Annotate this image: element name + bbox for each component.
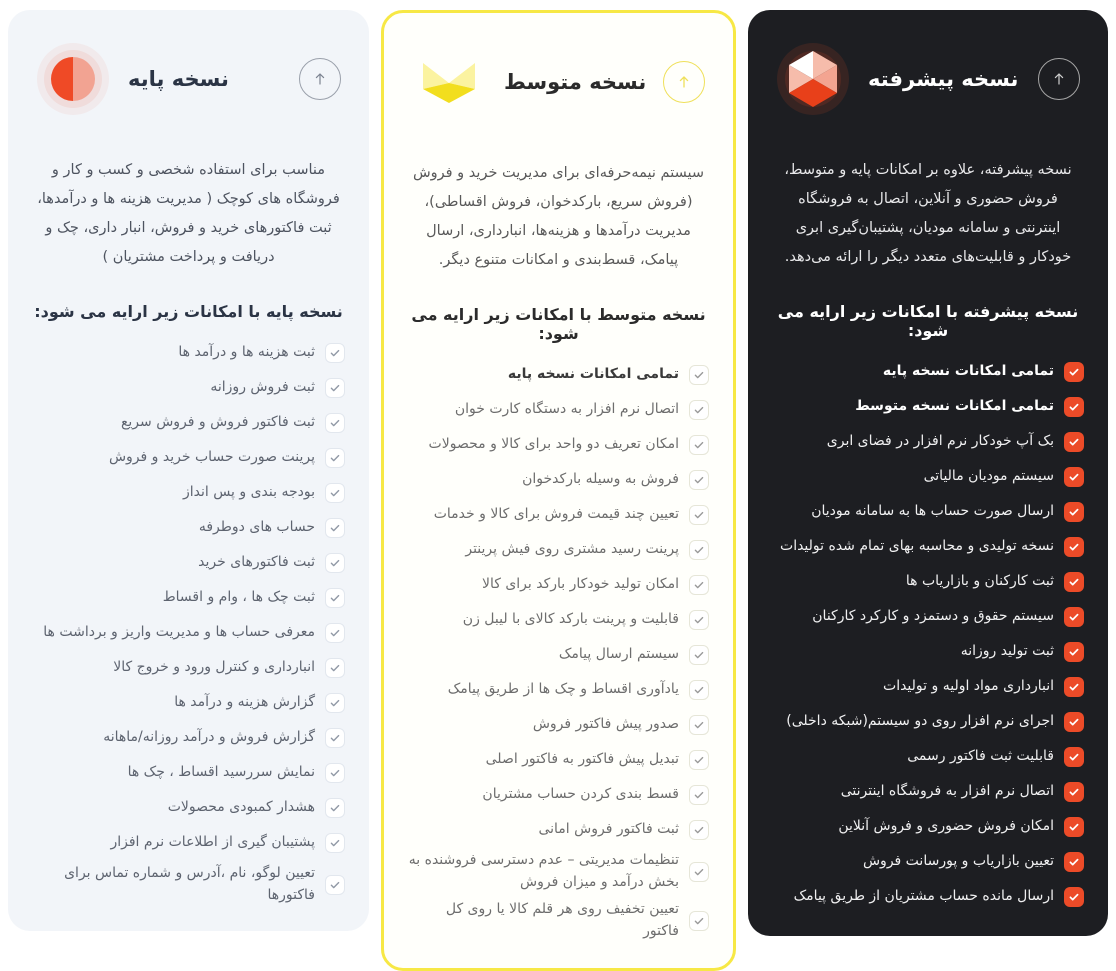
arrow-up-icon	[312, 71, 328, 87]
list-item	[770, 739, 1086, 774]
list-item	[30, 860, 347, 909]
check-icon	[325, 763, 345, 783]
check-icon	[1064, 677, 1084, 697]
list-item	[406, 567, 711, 602]
feature-label: امکان تعریف دو واحد برای کالا و محصولات	[428, 435, 679, 452]
check-icon	[689, 862, 709, 882]
pricing-card-advanced	[748, 10, 1108, 936]
card-title-medium: نسخه متوسط	[504, 70, 647, 94]
check-icon	[325, 378, 345, 398]
features-heading-basic: نسخه پایه با امکانات زیر ارایه می شود:	[34, 302, 343, 321]
card-header-advanced	[770, 36, 1086, 122]
list-item	[406, 357, 711, 392]
check-icon	[325, 483, 345, 503]
feature-label: ثبت کارکنان و بازاریاب ها	[905, 572, 1054, 589]
list-item	[30, 650, 347, 685]
list-item	[30, 825, 347, 860]
arrow-up-button[interactable]	[663, 61, 705, 103]
check-icon	[1064, 467, 1084, 487]
feature-label: ثبت هزینه ها و درآمد ها	[178, 343, 315, 360]
check-icon	[689, 540, 709, 560]
card-description-medium: سیستم نیمه‌حرفه‌ای برای مدیریت خرید و فروش (فروش سریع، بارکدخوان، فروش اقساطی)، مدیریت درآمدها و هزینه‌ها، انبارداری، ارسال پیامک، قسط‌بندی و امکانات متنوع دیگر.	[412, 165, 705, 268]
check-icon	[689, 785, 709, 805]
check-icon	[689, 365, 709, 385]
check-icon	[689, 575, 709, 595]
check-icon	[1064, 782, 1084, 802]
card-header-right-basic	[36, 42, 229, 116]
list-item	[406, 497, 711, 532]
feature-label: هشدار کمبودی محصولات	[167, 798, 315, 815]
feature-label: تنظیمات مدیریتی – عدم دسترسی فروشنده به بخش درآمد و میزان فروش	[408, 852, 679, 890]
feature-label: گزارش هزینه و درآمد ها	[174, 693, 315, 710]
check-icon	[325, 728, 345, 748]
check-icon	[325, 623, 345, 643]
list-item	[30, 335, 347, 370]
check-icon	[1064, 502, 1084, 522]
pricing-card-medium	[381, 10, 736, 971]
feature-label: تعیین چند قیمت فروش برای کالا و خدمات	[433, 505, 679, 522]
check-icon	[689, 750, 709, 770]
check-icon	[1064, 362, 1084, 382]
list-item	[770, 424, 1086, 459]
arrow-up-icon	[1051, 71, 1067, 87]
list-item	[770, 564, 1086, 599]
feature-label: پرینت صورت حساب خرید و فروش	[108, 448, 315, 465]
list-item	[770, 494, 1086, 529]
feature-label: اتصال نرم افزار به فروشگاه اینترنتی	[840, 782, 1054, 799]
list-item	[30, 685, 347, 720]
feature-label: ثبت فاکتورهای خرید	[198, 553, 315, 570]
feature-label: بودجه بندی و پس انداز	[182, 483, 315, 500]
feature-label: تمامی امکانات نسخه پایه	[882, 362, 1054, 379]
list-item	[406, 777, 711, 812]
list-item	[30, 370, 347, 405]
list-item	[770, 669, 1086, 704]
list-item	[406, 392, 711, 427]
feature-label: امکان تولید خودکار بارکد برای کالا	[481, 575, 679, 592]
check-icon	[689, 645, 709, 665]
feature-label: گزارش فروش و درآمد روزانه/ماهانه	[103, 728, 315, 745]
check-icon	[689, 400, 709, 420]
check-icon	[689, 820, 709, 840]
feature-list-medium	[406, 357, 711, 946]
yellow-chevron-icon	[412, 45, 486, 119]
list-item	[406, 672, 711, 707]
arrow-up-button[interactable]	[1038, 58, 1080, 100]
check-icon	[1064, 747, 1084, 767]
list-item	[30, 755, 347, 790]
check-icon	[325, 693, 345, 713]
feature-label: ثبت فروش روزانه	[210, 378, 315, 395]
feature-label: نمایش سررسید اقساط ، چک ها	[127, 763, 315, 780]
list-item	[406, 896, 711, 945]
features-heading-advanced: نسخه پیشرفته با امکانات زیر ارایه می شود:	[777, 302, 1079, 340]
feature-label: تمامی امکانات نسخه متوسط	[855, 397, 1054, 414]
list-item	[770, 599, 1086, 634]
feature-label: حساب های دوطرفه	[198, 518, 315, 535]
check-icon	[689, 435, 709, 455]
check-icon	[325, 798, 345, 818]
feature-label: سیستم ارسال پیامک	[558, 645, 679, 662]
feature-label: تعیین تخفیف روی هر قلم کالا یا روی کل فاکتور	[445, 901, 679, 940]
list-item	[30, 545, 347, 580]
list-item	[406, 462, 711, 497]
check-icon	[325, 875, 345, 895]
feature-label: اتصال نرم افزار به دستگاه کارت خوان	[454, 400, 679, 417]
card-header-basic	[30, 36, 347, 122]
check-icon	[325, 343, 345, 363]
list-item	[30, 405, 347, 440]
check-icon	[325, 518, 345, 538]
check-icon	[1064, 852, 1084, 872]
check-icon	[325, 658, 345, 678]
check-icon	[1064, 817, 1084, 837]
check-icon	[1064, 642, 1084, 662]
feature-label: تبدیل پیش فاکتور به فاکتور اصلی	[485, 750, 679, 767]
check-icon	[325, 588, 345, 608]
feature-label: بک آپ خودکار نرم افزار در فضای ابری	[826, 432, 1054, 449]
list-item	[30, 790, 347, 825]
list-item	[30, 580, 347, 615]
card-title-advanced: نسخه پیشرفته	[868, 67, 1019, 91]
list-item	[770, 774, 1086, 809]
feature-label: ارسال مانده حساب مشتریان از طریق پیامک	[793, 887, 1054, 904]
card-header-right-medium	[412, 45, 646, 119]
list-item	[406, 602, 711, 637]
check-icon	[1064, 537, 1084, 557]
check-icon	[325, 413, 345, 433]
list-item	[770, 809, 1086, 844]
feature-label: تعیین لوگو، نام ،آدرس و شماره تماس برای فاکتورها	[64, 865, 315, 903]
hexagon-cube-icon	[776, 42, 850, 116]
card-header-right-advanced	[776, 42, 1018, 116]
feature-label: ثبت فاکتور فروش امانی	[538, 820, 679, 837]
feature-label: ثبت فاکتور فروش و فروش سریع	[120, 413, 315, 430]
check-icon	[1064, 712, 1084, 732]
check-icon	[689, 715, 709, 735]
list-item	[30, 440, 347, 475]
feature-label: سیستم حقوق و دستمزد و کارکرد کارکنان	[812, 607, 1054, 624]
list-item	[770, 634, 1086, 669]
split-circle-icon	[36, 42, 110, 116]
feature-label: ثبت چک ها ، وام و اقساط	[162, 588, 315, 605]
check-icon	[689, 610, 709, 630]
list-item	[770, 844, 1086, 879]
list-item	[406, 812, 711, 847]
list-item	[770, 879, 1086, 914]
feature-label: پرینت رسید مشتری روی فیش پرینتر	[465, 540, 679, 557]
list-item	[770, 354, 1086, 389]
feature-label: نسخه تولیدی و محاسبه بهای تمام شده تولیدات	[780, 537, 1054, 554]
feature-label: ارسال صورت حساب ها به سامانه مودیان	[811, 502, 1054, 519]
feature-label: امکان فروش حضوری و فروش آنلاین	[838, 817, 1054, 834]
feature-label: فروش به وسیله بارکدخوان	[522, 470, 679, 487]
feature-label: انبارداری مواد اولیه و تولیدات	[883, 677, 1054, 694]
feature-label: قابلیت و پرینت بارکد کالای با لیبل زن	[462, 610, 679, 627]
feature-label: صدور پیش فاکتور فروش	[532, 715, 679, 732]
card-description-advanced: نسخه پیشرفته، علاوه بر امکانات پایه و متوسط، فروش حضوری و آنلاین، اتصال به فروشگاه اینترنتی و سامانه مودیان، پشتیبان‌گیری ابری خودکار و قابلیت‌های متعدد دیگر را ارائه می‌دهد.	[784, 162, 1072, 265]
list-item	[770, 459, 1086, 494]
list-item	[30, 615, 347, 650]
arrow-up-button[interactable]	[299, 58, 341, 100]
list-item	[770, 389, 1086, 424]
feature-label: یادآوری اقساط و چک ها از طریق پیامک	[447, 680, 679, 697]
check-icon	[689, 911, 709, 931]
card-header-medium	[406, 39, 711, 125]
list-item	[770, 704, 1086, 739]
list-item	[406, 847, 711, 896]
list-item	[406, 707, 711, 742]
card-description-basic: مناسب برای استفاده شخصی و کسب و کار و فروشگاه های کوچک ( مدیریت هزینه ها و درآمدها، ثبت فاکتورهای خرید و فروش، انبار داری، چک و دریافت و پرداخت مشتریان )	[37, 162, 340, 265]
feature-label: تمامی امکانات نسخه پایه	[507, 365, 679, 382]
card-title-basic: نسخه پایه	[128, 67, 229, 91]
list-item	[406, 427, 711, 462]
check-icon	[1064, 887, 1084, 907]
feature-label: انبارداری و کنترل ورود و خروج کالا	[113, 658, 315, 675]
pricing-card-basic	[8, 10, 369, 931]
check-icon	[689, 470, 709, 490]
check-icon	[1064, 607, 1084, 627]
feature-label: پشتیبان گیری از اطلاعات نرم افزار	[110, 833, 315, 850]
list-item	[406, 637, 711, 672]
feature-label: قابلیت ثبت فاکتور رسمی	[907, 747, 1054, 764]
list-item	[770, 529, 1086, 564]
feature-list-basic	[30, 335, 347, 909]
check-icon	[325, 833, 345, 853]
list-item	[30, 720, 347, 755]
feature-label: سیستم مودیان مالیاتی	[923, 467, 1054, 484]
list-item	[30, 510, 347, 545]
check-icon	[1064, 572, 1084, 592]
feature-label: ثبت تولید روزانه	[960, 642, 1054, 659]
arrow-up-icon	[676, 74, 692, 90]
feature-list-advanced	[770, 354, 1086, 914]
check-icon	[325, 448, 345, 468]
check-icon	[1064, 397, 1084, 417]
features-heading-medium: نسخه متوسط با امکانات زیر ارایه می شود:	[411, 305, 706, 343]
feature-label: قسط بندی کردن حساب مشتریان	[482, 785, 679, 802]
feature-label: تعیین بازاریاب و پورسانت فروش	[862, 852, 1054, 869]
list-item	[30, 475, 347, 510]
check-icon	[325, 553, 345, 573]
check-icon	[1064, 432, 1084, 452]
feature-label: اجرای نرم افزار روی دو سیستم(شبکه داخلی)	[786, 712, 1054, 729]
check-icon	[689, 680, 709, 700]
feature-label: معرفی حساب ها و مدیریت واریز و برداشت ها	[43, 623, 315, 640]
check-icon	[689, 505, 709, 525]
list-item	[406, 532, 711, 567]
list-item	[406, 742, 711, 777]
